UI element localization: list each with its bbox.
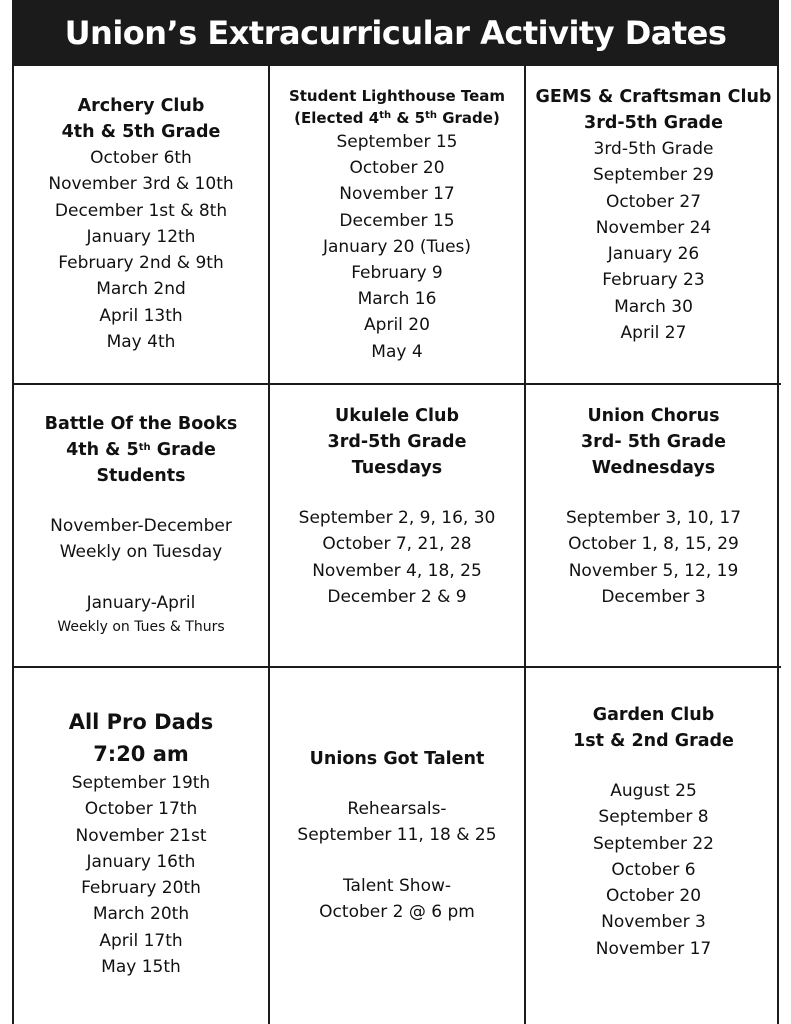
date-line: October 17th xyxy=(84,799,198,820)
date-line: November 17 xyxy=(595,938,712,959)
date-line: March 16 xyxy=(357,289,437,310)
archery-club-title: Archery Club xyxy=(77,96,205,116)
archery-club-dates xyxy=(48,145,233,355)
date-line: October 27 xyxy=(605,191,702,212)
date-line: October 6 xyxy=(611,859,696,880)
union-chorus-day: Wednesdays xyxy=(591,458,716,478)
date-line: February 2nd & 9th xyxy=(58,253,224,274)
ukulele-club-title: Ukulele Club xyxy=(335,406,459,426)
all-pro-dads-dates xyxy=(72,770,210,980)
battle-of-books-cell xyxy=(14,385,270,668)
date-line: December 15 xyxy=(339,210,455,231)
battle-of-books-grade: 4th & 5th Grade xyxy=(66,440,216,460)
date-line: September 22 xyxy=(592,833,714,854)
gems-craftsman-cell xyxy=(526,66,781,385)
lighthouse-team-dates xyxy=(323,129,471,365)
rehearsals-dates: September 11, 18 & 25 xyxy=(297,825,497,846)
date-line: April 27 xyxy=(620,323,687,344)
garden-club-cell xyxy=(526,668,781,1024)
union-chorus-grade: 3rd- 5th Grade xyxy=(581,432,726,452)
talent-show-label: Talent Show- xyxy=(342,875,452,896)
battle-period-2: January-April xyxy=(86,592,196,613)
date-line: April 20 xyxy=(364,315,430,336)
date-line: November 17 xyxy=(339,184,455,205)
battle-period-1: November-December xyxy=(50,516,232,536)
gems-craftsman-grade: 3rd-5th Grade xyxy=(584,113,723,133)
date-line: November 3 xyxy=(601,912,706,933)
date-line: February 23 xyxy=(602,270,705,291)
date-line: September 19th xyxy=(71,773,211,793)
date-line: November 5, 12, 19 xyxy=(568,560,739,581)
all-pro-dads-time: 7:20 am xyxy=(93,742,189,766)
ukulele-club-grade: 3rd-5th Grade xyxy=(327,432,467,452)
date-line: January 12th xyxy=(86,226,196,247)
date-line: September 8 xyxy=(598,807,709,828)
date-line: January 16th xyxy=(86,851,196,872)
garden-club-title: Garden Club xyxy=(592,705,715,725)
gems-craftsman-title: GEMS & Craftsman Club xyxy=(535,87,772,107)
date-line: October 6th xyxy=(90,148,192,168)
date-line: December 3 xyxy=(601,586,706,607)
lighthouse-team-subtitle: (Elected 4th & 5th Grade) xyxy=(294,109,500,127)
date-line: February 20th xyxy=(81,878,201,899)
date-line: March 2nd xyxy=(96,279,186,300)
page-header xyxy=(12,0,779,66)
unions-got-talent-cell xyxy=(270,668,526,1024)
date-line: January 26 xyxy=(607,244,700,265)
garden-club-grade: 1st & 2nd Grade xyxy=(573,731,734,751)
lighthouse-team-cell xyxy=(270,66,526,385)
union-chorus-cell xyxy=(526,385,781,668)
all-pro-dads-title: All Pro Dads xyxy=(68,710,214,734)
date-line: October 7, 21, 28 xyxy=(322,534,472,555)
battle-period-2-detail: Weekly on Tues & Thurs xyxy=(57,618,225,635)
date-line: May 4th xyxy=(106,332,176,353)
page-title: Union’s Extracurricular Activity Dates xyxy=(64,14,727,52)
date-line: October 1, 8, 15, 29 xyxy=(568,534,739,555)
lighthouse-team-title: Student Lighthouse Team xyxy=(288,87,506,105)
date-line: February 9 xyxy=(351,263,443,284)
activity-grid xyxy=(12,66,779,1024)
date-line: August 25 xyxy=(610,781,697,801)
gems-craftsman-dates xyxy=(593,136,714,346)
date-line: September 15 xyxy=(336,132,458,152)
date-line: May 4 xyxy=(371,341,423,362)
date-line: October 20 xyxy=(349,158,445,179)
date-line: September 2, 9, 16, 30 xyxy=(298,508,496,528)
date-line: December 2 & 9 xyxy=(327,586,467,607)
date-line: November 21st xyxy=(75,825,207,846)
date-line: November 3rd & 10th xyxy=(48,174,234,195)
talent-show-date: October 2 @ 6 pm xyxy=(319,901,475,922)
archery-club-cell xyxy=(14,66,270,385)
date-line: April 17th xyxy=(99,930,183,951)
unions-got-talent-title: Unions Got Talent xyxy=(309,749,485,769)
battle-of-books-audience: Students xyxy=(96,466,186,486)
date-line: December 1st & 8th xyxy=(54,200,228,221)
date-line: 3rd-5th Grade xyxy=(593,139,714,159)
union-chorus-title: Union Chorus xyxy=(587,406,720,426)
rehearsals-label: Rehearsals- xyxy=(347,799,447,819)
date-line: March 20th xyxy=(92,904,190,925)
ukulele-club-cell xyxy=(270,385,526,668)
archery-club-grade: 4th & 5th Grade xyxy=(61,122,221,142)
date-line: November 4, 18, 25 xyxy=(312,560,482,581)
date-line: March 30 xyxy=(614,296,693,317)
date-line: October 20 xyxy=(605,886,702,907)
date-line: September 29 xyxy=(592,165,714,186)
ukulele-club-day: Tuesdays xyxy=(351,458,443,478)
date-line: May 15th xyxy=(101,957,181,978)
date-line: January 20 (Tues) xyxy=(322,236,472,257)
all-pro-dads-cell xyxy=(14,668,270,1024)
battle-period-1-detail: Weekly on Tuesday xyxy=(59,542,223,563)
date-line: September 3, 10, 17 xyxy=(565,508,742,528)
battle-of-books-title: Battle Of the Books xyxy=(44,414,238,434)
date-line: April 13th xyxy=(99,305,183,326)
date-line: November 24 xyxy=(595,217,712,238)
